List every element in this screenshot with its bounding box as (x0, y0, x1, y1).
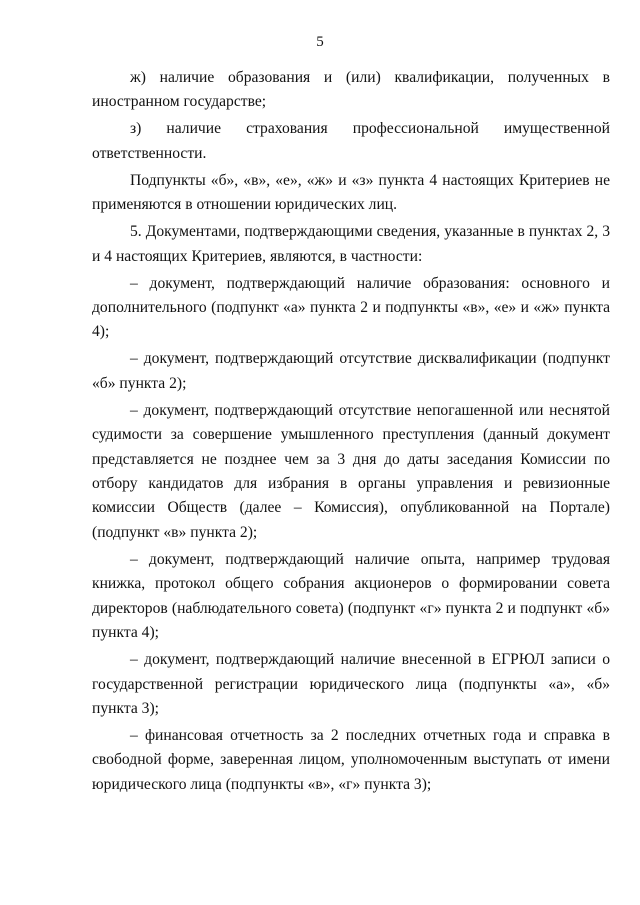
list-item-egrul-record: – документ, подтверждающий наличие внесенной в ЕГРЮЛ записи о государственной регистрации юридического лица (подпункты «а», «б» пункта 3); (92, 651, 610, 717)
paragraph-zh: ж) наличие образования и (или) квалификации, полученных в иностранном государстве; (92, 69, 610, 111)
list-item-experience: – документ, подтверждающий наличие опыта, например трудовая книжка, протокол общего собрания акционеров о формировании совета директоров (наблюдательного совета) (подпункт «г» пункта 2 и подпункт «б» пункта 4); (92, 550, 610, 642)
list-item-education: – документ, подтверждающий наличие образования: основного и дополнительного (подпункт «а» пункта 2 и подпункты «в», «е» и «ж» пункта 4); (92, 274, 610, 341)
paragraph-z: з) наличие страхования профессиональной имущественной ответственности. (92, 120, 610, 162)
page-number: 5 (316, 34, 324, 50)
document-body (92, 66, 610, 800)
list-item-criminal-record: – документ, подтверждающий отсутствие непогашенной или неснятой судимости за совершение умышленного преступления (данный документ представляется не позднее чем за 3 дня до даты заседания Комиссии по отбору кандидатов для избрания в органы управления и ревизионные комиссии Обществ (далее – Комиссия), опубликованной на Портале) (подпункт «в» пункта 2); (92, 401, 610, 541)
paragraph-exceptions: Подпункты «б», «в», «е», «ж» и «з» пункта 4 настоящих Критериев не применяются в отношении юридических лиц. (92, 171, 610, 214)
paragraph-item-5: 5. Документами, подтверждающими сведения, указанные в пунктах 2, 3 и 4 настоящих Критериев, являются, в частности: (92, 223, 610, 265)
list-item-financial-statements: – финансовая отчетность за 2 последних отчетных года и справка в свободной форме, заверенная лицом, уполномоченным выступать от имени юридического лица (подпункты «в», «г» пункта 3); (92, 726, 610, 793)
list-item-disqualification: – документ, подтверждающий отсутствие дисквалификации (подпункт «б» пункта 2); (92, 350, 610, 392)
